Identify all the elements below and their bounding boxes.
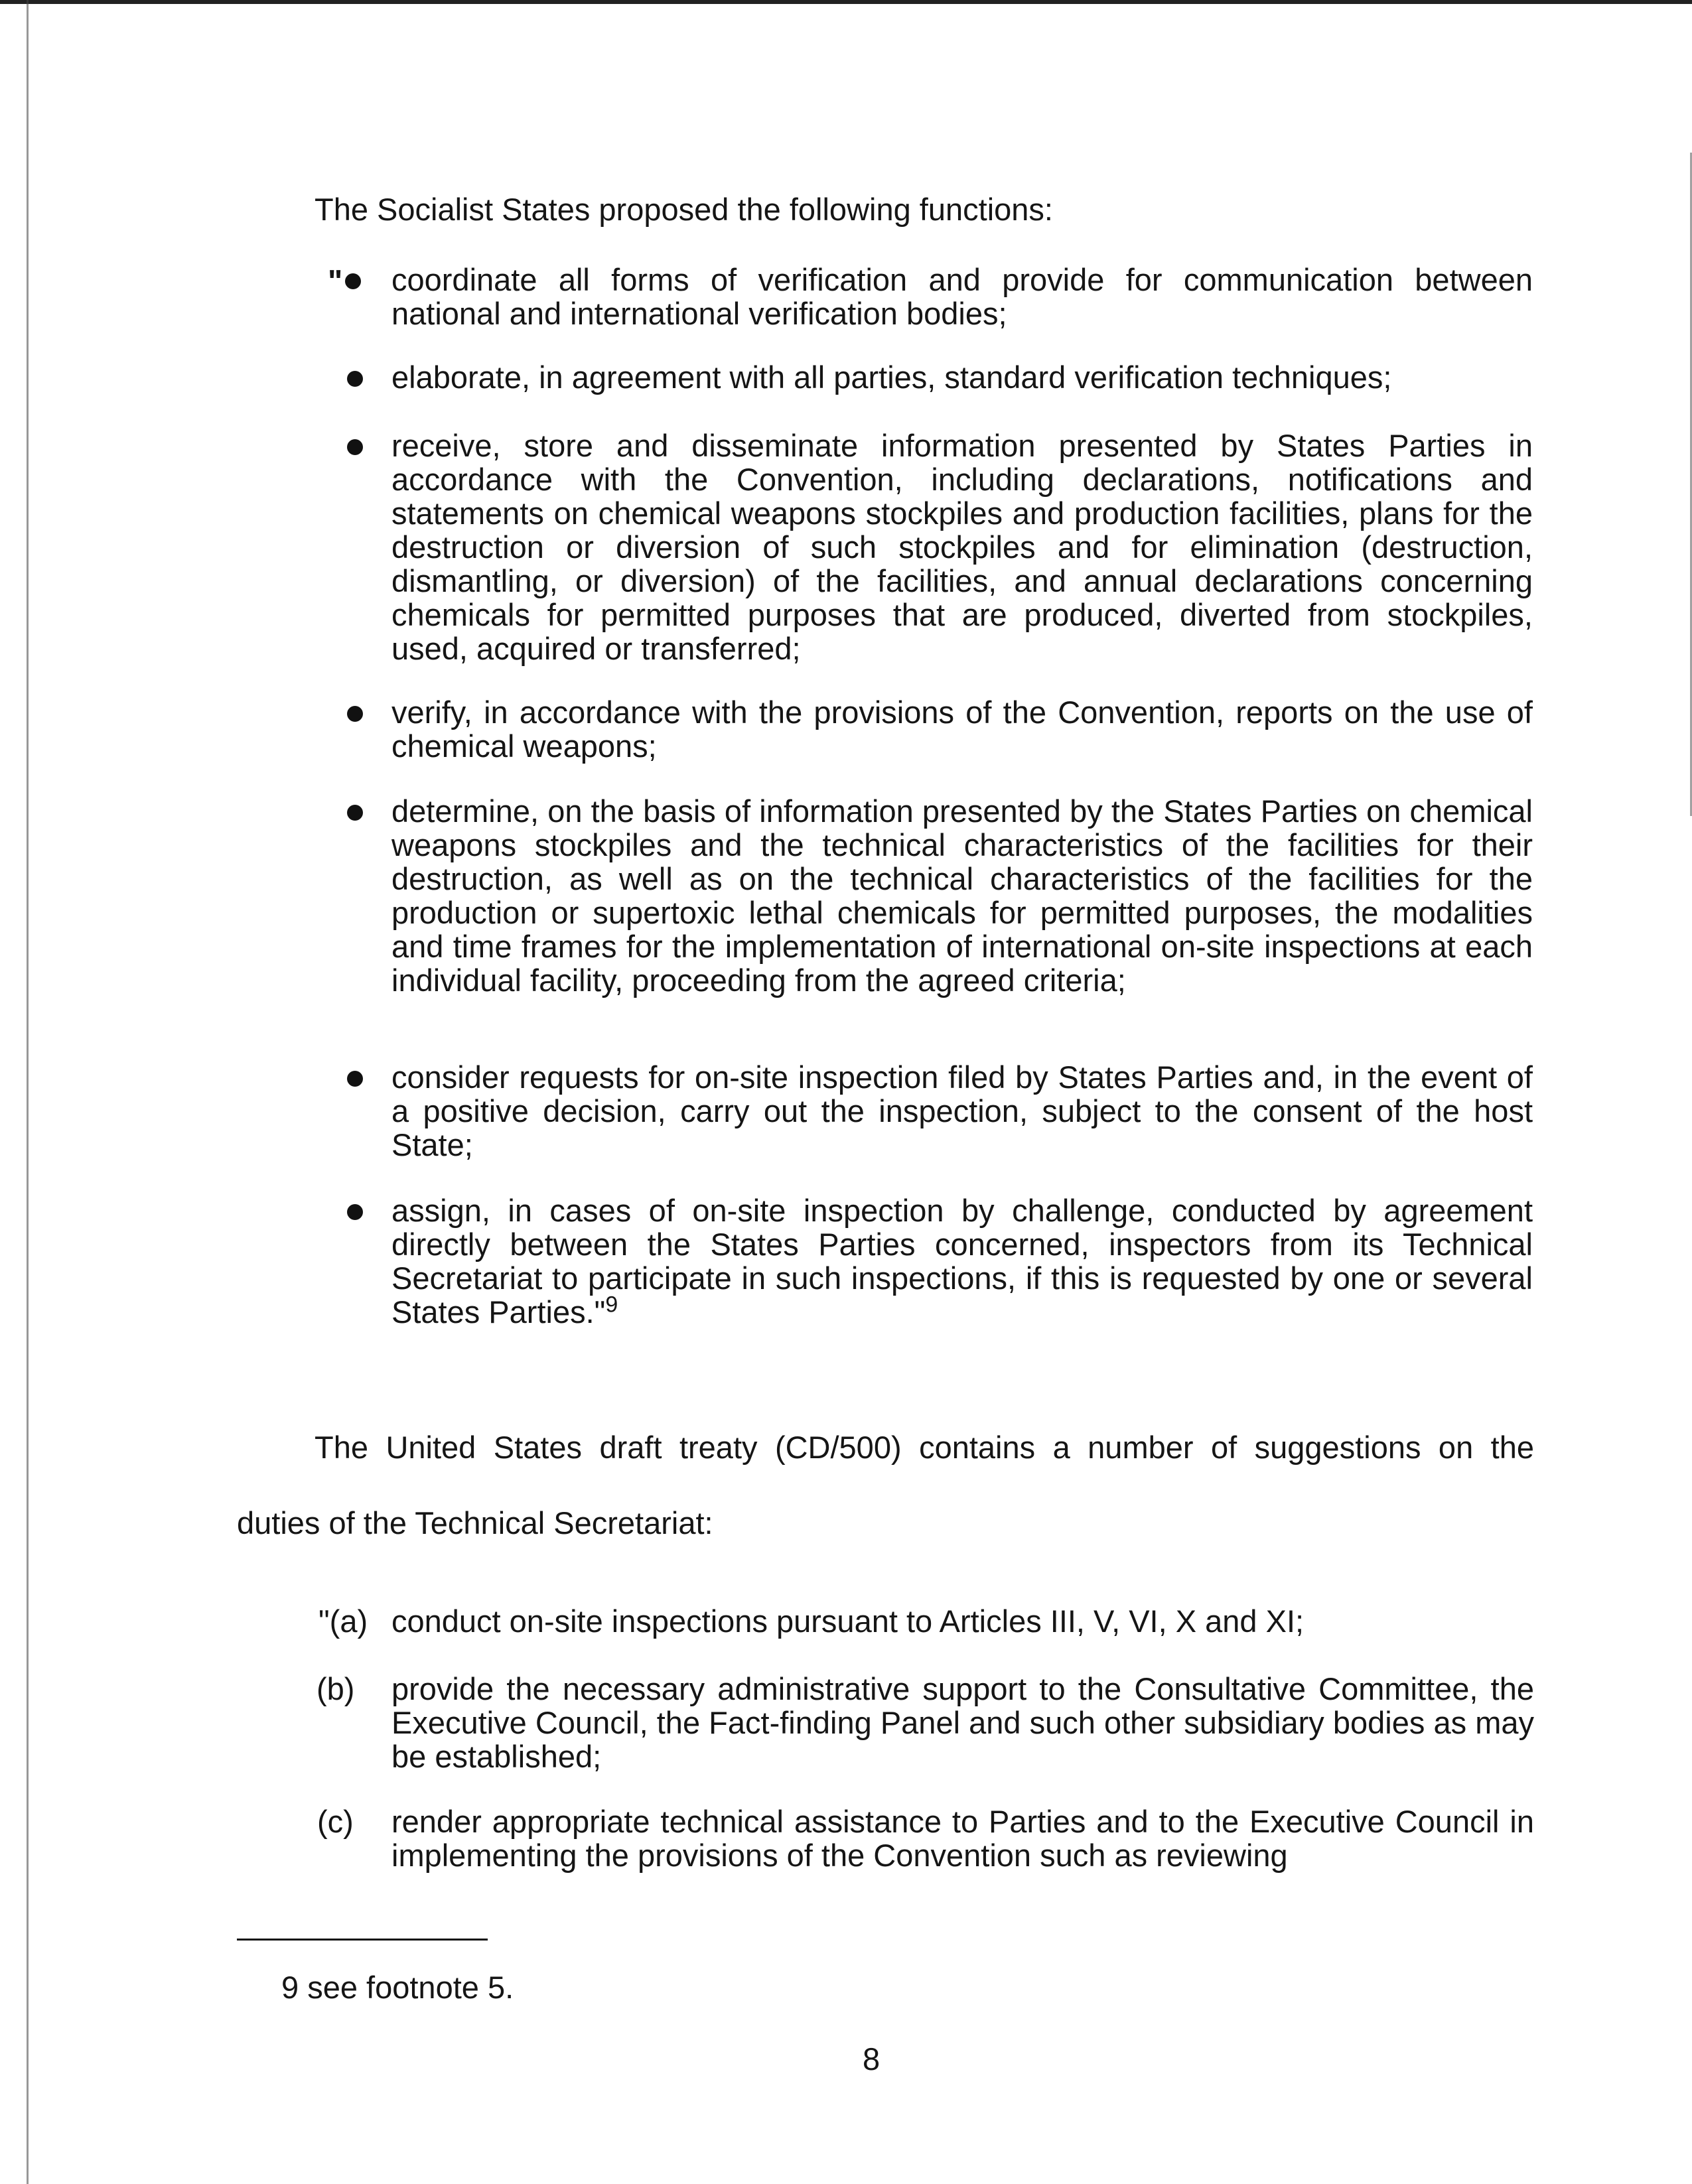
list-item: determine, on the basis of information presented by the States Parties on chemical weapons stockpiles and the technical characteristics of the facilities for their destruction, as well as on the technical characteristics of the facilities for the production or supertoxic lethal chemicals for permitted purposes, the modalities and time frames for the implementation of international on-site inspections at each individual facility, proceeding from the agreed criteria; — [391, 793, 1533, 998]
bullet-icon — [345, 273, 361, 289]
list-item: verify, in accordance with the provisions of the Convention, reports on the use of chemical weapons; — [391, 695, 1533, 764]
footnote-divider — [237, 1939, 488, 1941]
list-item: render appropriate technical assistance to Parties and to the Executive Council in implementing the provisions of the Convention such as reviewing — [391, 1804, 1534, 1873]
list-item: receive, store and disseminate information presented by States Parties in accordance with the Convention, including declarations, notifications and statements on chemical weapons stockpiles and production facilities, plans for the destruction or diversion of such stockpiles and for elimination (destruction, dismantling, or diversion) of the facilities, and annual declarations concerning chemicals for permitted purposes that are produced, diverted from stockpiles, used, acquired or transferred; — [391, 428, 1533, 666]
list-item: consider requests for on-site inspection filed by States Parties and, in the event of a positive decision, carry out the inspection, subject to the consent of the host State; — [391, 1059, 1533, 1162]
item-label-c: (c) — [317, 1804, 354, 1839]
bullet-icon — [347, 706, 363, 722]
opening-quote-mark: " — [328, 263, 343, 299]
bullet-icon — [347, 1071, 363, 1087]
bullet-icon — [347, 439, 363, 455]
list-item — [391, 1194, 1533, 1329]
list-item-text: assign, in cases of on-site inspection by challenge, conducted by agreement directly between the States Parties concerned, inspectors from its Technical Secretariat to participate in such inspections, if this is requested by one or several States Parties." — [391, 1193, 1533, 1330]
bullet-icon — [347, 371, 363, 387]
footnote: 9 see footnote 5. — [281, 1970, 514, 2005]
list-item: provide the necessary administrative support to the Consultative Committee, the Executive Council, the Fact-finding Panel and such other subsidiary bodies as may be established; — [391, 1671, 1534, 1774]
socialist-states-intro: The Socialist States proposed the following functions: — [315, 192, 1053, 227]
bullet-icon — [347, 805, 363, 821]
item-label-a: "(a) — [318, 1604, 368, 1639]
item-label-b: (b) — [317, 1671, 355, 1706]
page-number: 8 — [863, 2041, 881, 2077]
scan-left-edge — [27, 0, 31, 2184]
us-draft-intro-continuation: duties of the Technical Secretariat: — [237, 1505, 713, 1540]
list-item: coordinate all forms of verification and provide for communication between national and international verification bodies; — [391, 262, 1533, 331]
list-item: conduct on-site inspections pursuant to Articles III, V, VI, X and XI; — [391, 1604, 1304, 1639]
us-draft-intro-line: The United States draft treaty (CD/500) contains a number of suggestions on the — [315, 1430, 1534, 1465]
list-item: elaborate, in agreement with all parties, standard verification techniques; — [391, 360, 1392, 395]
footnote-reference: 9 — [605, 1292, 618, 1318]
bullet-icon — [347, 1204, 363, 1220]
page-top-edge — [0, 0, 1692, 4]
